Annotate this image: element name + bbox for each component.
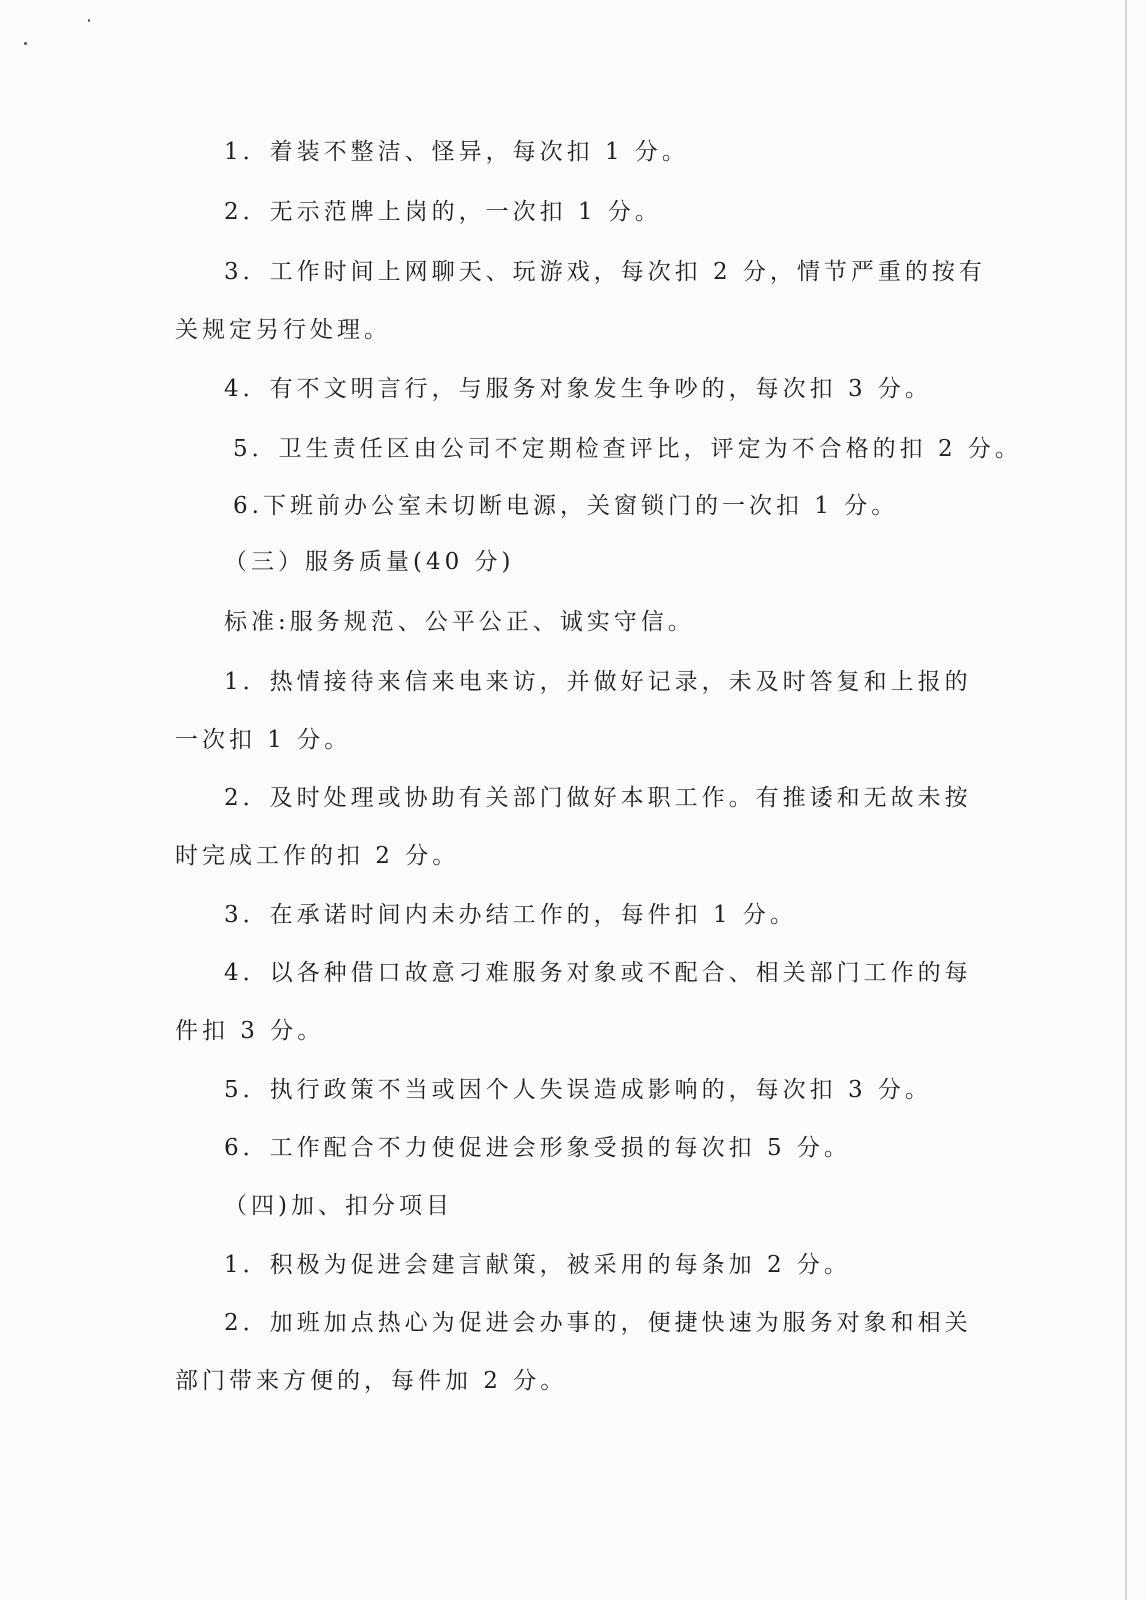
paragraph-line: 6．工作配合不力使促进会形象受损的每次扣 5 分。 bbox=[224, 1135, 851, 1161]
paragraph-line: 5．卫生责任区由公司不定期检查评比，评定为不合格的扣 2 分。 bbox=[233, 436, 1022, 462]
paragraph-line: 时完成工作的扣 2 分。 bbox=[175, 843, 460, 869]
paragraph-line: 1．积极为促进会建言献策，被采用的每条加 2 分。 bbox=[224, 1252, 851, 1278]
paragraph-line: 件扣 3 分。 bbox=[175, 1018, 325, 1044]
paragraph-line: 3．工作时间上网聊天、玩游戏，每次扣 2 分，情节严重的按有 bbox=[224, 259, 986, 285]
paragraph-line: 标准:服务规范、公平公正、诚实守信。 bbox=[224, 609, 695, 635]
paragraph-line: 2．加班加点热心为促进会办事的，便捷快速为服务对象和相关 bbox=[224, 1310, 972, 1336]
scan-speck bbox=[88, 19, 90, 22]
scan-edge-line bbox=[1125, 0, 1127, 1600]
paragraph-line: 部门带来方便的，每件加 2 分。 bbox=[175, 1368, 568, 1394]
paragraph-line: 关规定另行处理。 bbox=[175, 317, 391, 343]
paragraph-line: 2．无示范牌上岗的，一次扣 1 分。 bbox=[224, 199, 662, 225]
paragraph-line: 1．热情接待来信来电来访，并做好记录，未及时答复和上报的 bbox=[224, 669, 972, 695]
paragraph-line: 4．以各种借口故意刁难服务对象或不配合、相关部门工作的每 bbox=[224, 960, 972, 986]
paragraph-line: 1．着装不整洁、怪异，每次扣 1 分。 bbox=[224, 139, 689, 165]
scan-speck bbox=[24, 42, 27, 45]
paragraph-line: 2．及时处理或协助有关部门做好本职工作。有推诿和无故未按 bbox=[224, 785, 972, 811]
section-heading: （四)加、扣分项目 bbox=[224, 1193, 453, 1219]
paragraph-line: 5．执行政策不当或因个人失误造成影响的，每次扣 3 分。 bbox=[224, 1077, 932, 1103]
paragraph-line: 6.下班前办公室未切断电源，关窗锁门的一次扣 1 分。 bbox=[233, 493, 899, 519]
section-heading: （三）服务质量(40 分) bbox=[224, 549, 515, 575]
paragraph-line: 4．有不文明言行，与服务对象发生争吵的，每次扣 3 分。 bbox=[224, 376, 932, 402]
paragraph-line: 3．在承诺时间内未办结工作的，每件扣 1 分。 bbox=[224, 902, 797, 928]
paragraph-line: 一次扣 1 分。 bbox=[175, 727, 352, 753]
